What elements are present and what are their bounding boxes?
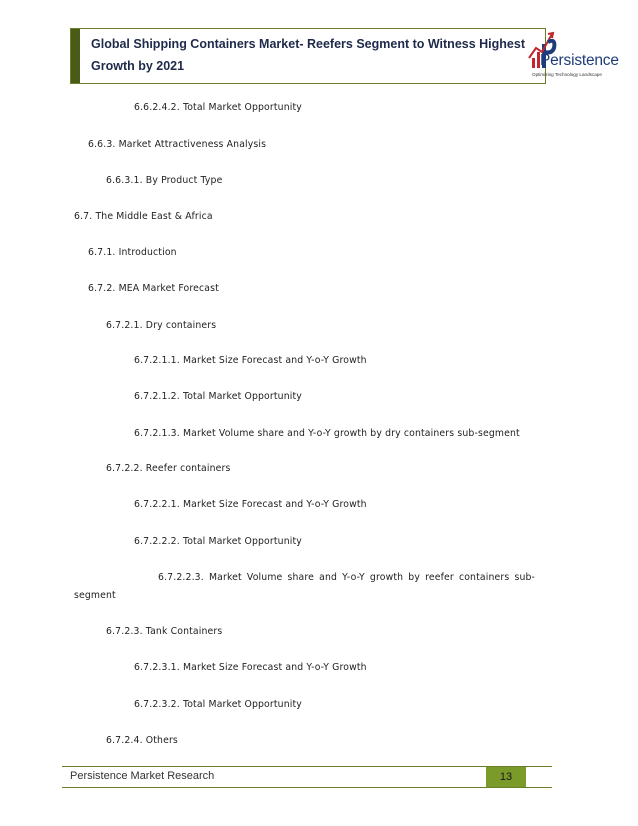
logo-wordmark: Persistence xyxy=(540,52,619,69)
toc-entry: 6.7.1. Introduction xyxy=(88,247,177,258)
toc-entry: 6.7.2.3.1. Market Size Forecast and Y-o-Y Growth xyxy=(134,662,367,673)
toc-entry: 6.7.2.3.2. Total Market Opportunity xyxy=(134,699,302,710)
page-footer xyxy=(62,766,552,788)
toc-entry: 6.7.2.2.3. Market Volume share and Y-o-Y growth by reefer containers sub- xyxy=(158,572,536,583)
toc-entry: 6.7.2.2.2. Total Market Opportunity xyxy=(134,536,302,547)
title-line-1: Global Shipping Containers Market- Reefers Segment to Witness Highest xyxy=(91,37,525,51)
logo-tagline: Optimizing Technology Landscape xyxy=(532,72,602,77)
toc-entry: 6.7.2.3. Tank Containers xyxy=(106,626,223,637)
toc-entry: 6.6.3. Market Attractiveness Analysis xyxy=(88,139,267,150)
toc-entry: 6.7.2.1.1. Market Size Forecast and Y-o-Y Growth xyxy=(134,355,367,366)
document-title xyxy=(91,33,531,77)
toc-entry: 6.7.2.2.1. Market Size Forecast and Y-o-Y Growth xyxy=(134,499,367,510)
toc-entry: 6.7.2.1. Dry containers xyxy=(106,320,217,331)
document-header xyxy=(70,28,546,84)
toc-entry: 6.7. The Middle East & Africa xyxy=(74,211,213,222)
toc-entry: 6.6.3.1. By Product Type xyxy=(106,175,223,186)
page-number: 13 xyxy=(486,767,526,787)
footer-company: Persistence Market Research xyxy=(70,770,215,782)
header-accent-bar xyxy=(71,29,80,83)
toc-entry: 6.7.2. MEA Market Forecast xyxy=(88,283,219,294)
toc-entry: 6.7.2.1.3. Market Volume share and Y-o-Y growth by dry containers sub-segment xyxy=(134,428,520,439)
persistence-logo xyxy=(526,28,618,88)
toc-entry: 6.7.2.1.2. Total Market Opportunity xyxy=(134,391,302,402)
toc-entry: 6.6.2.4.2. Total Market Opportunity xyxy=(134,102,302,113)
toc-entry-continuation: segment xyxy=(74,590,116,601)
toc-entry: 6.7.2.2. Reefer containers xyxy=(106,463,231,474)
toc-entry: 6.7.2.4. Others xyxy=(106,735,178,746)
title-line-2: Growth by 2021 xyxy=(91,59,185,73)
